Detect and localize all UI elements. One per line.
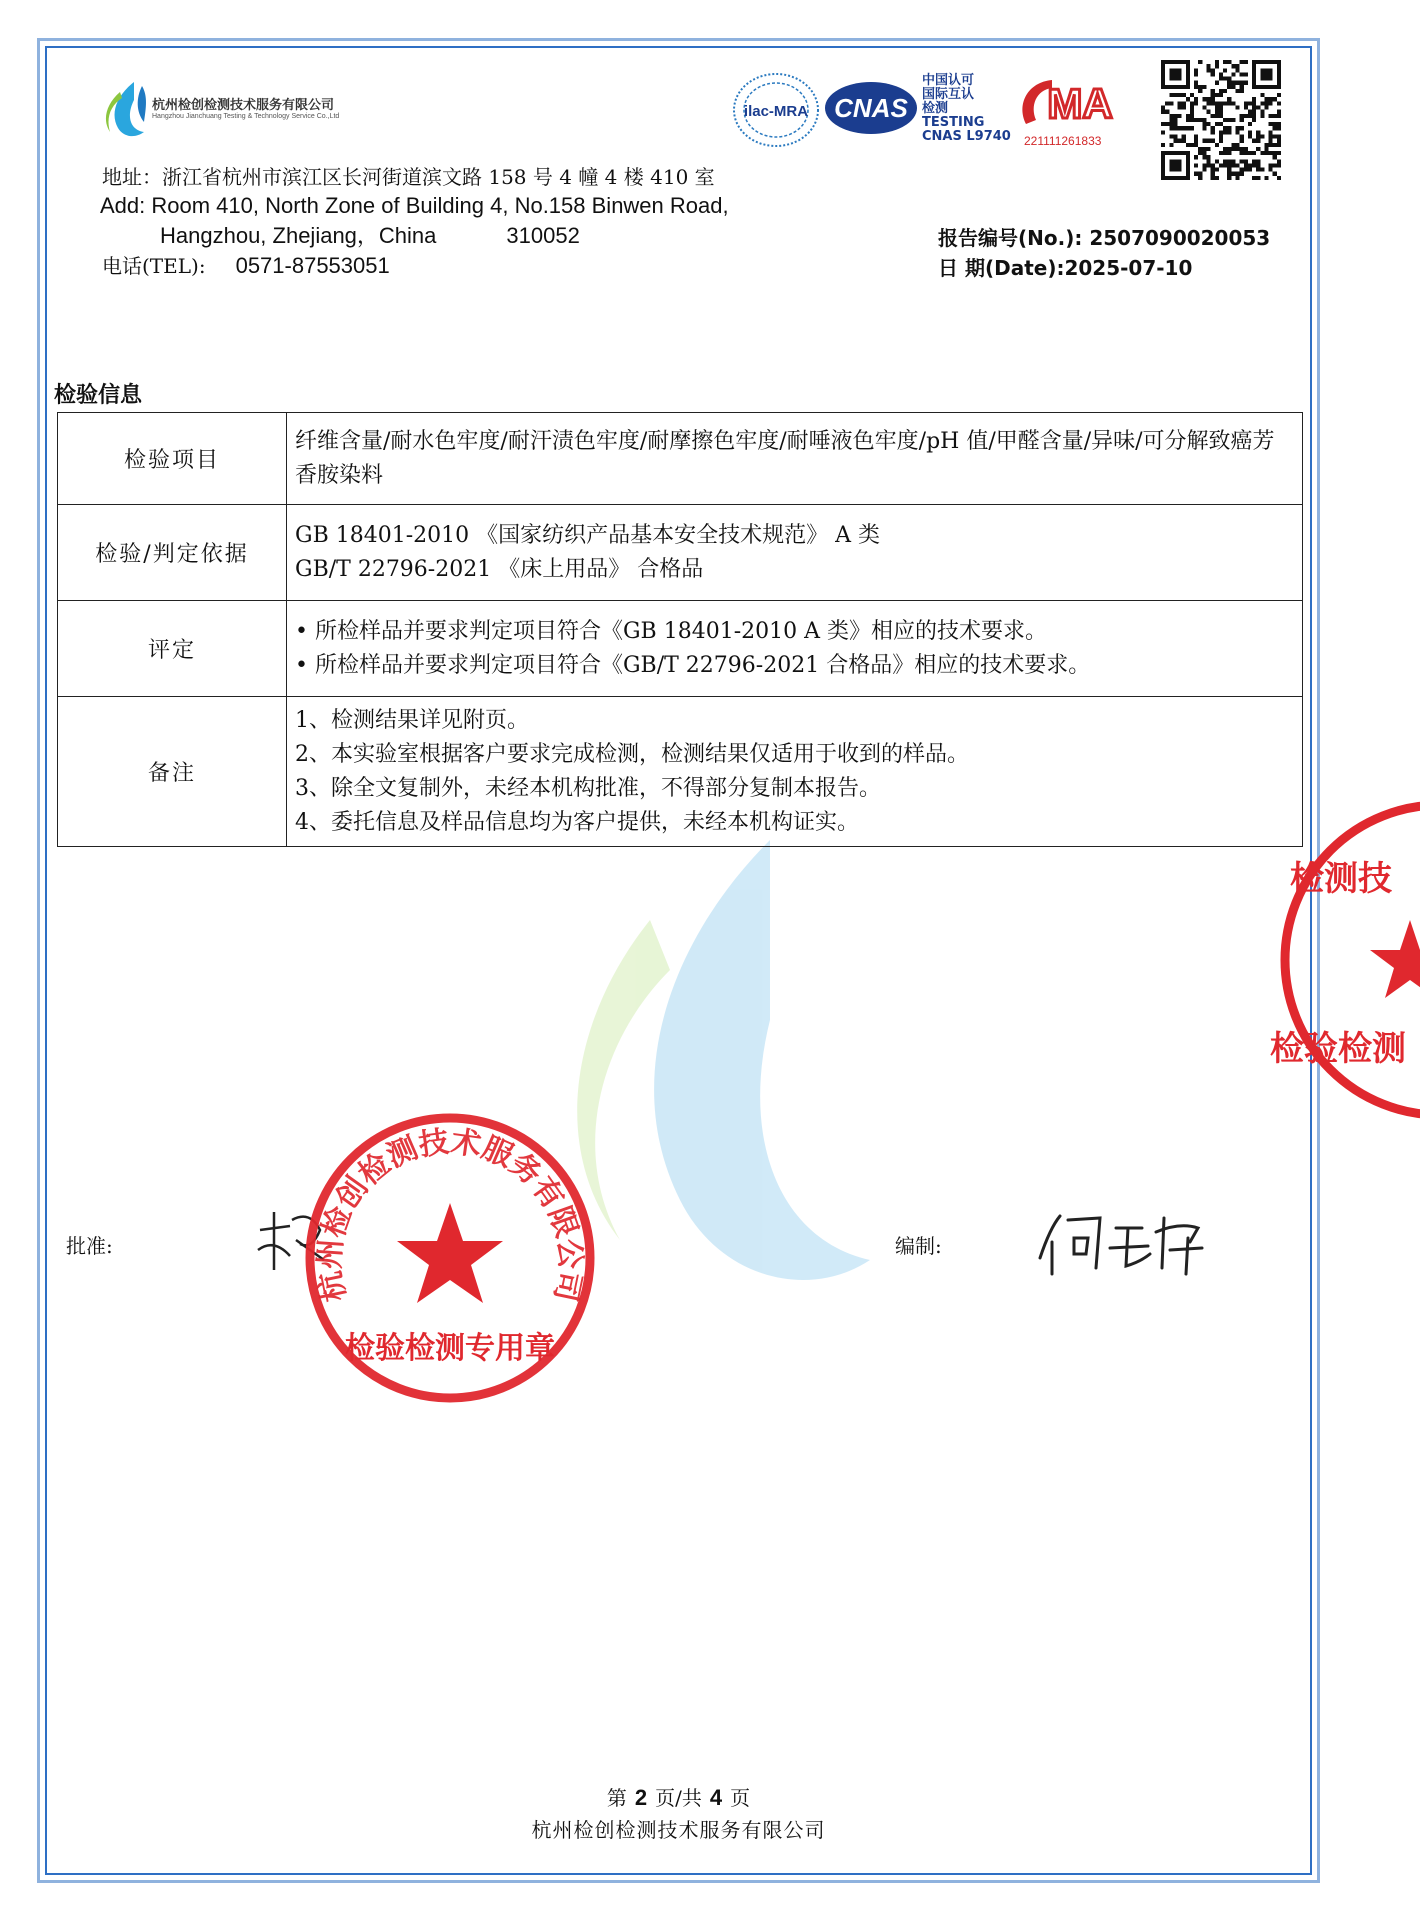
ilac-text: ilac-MRA bbox=[743, 103, 809, 120]
cnas-icon bbox=[823, 80, 919, 136]
footer-company: 杭州检创检测技术服务有限公司 bbox=[531, 1818, 826, 1842]
table-row bbox=[58, 601, 1303, 697]
stamp-partial-icon bbox=[1270, 790, 1420, 1130]
row-label: 评定 bbox=[58, 601, 287, 697]
compile-label: 编制: bbox=[895, 1234, 942, 1258]
row-content bbox=[287, 697, 1303, 847]
row-line: 1、检测结果详见附页。 bbox=[295, 707, 529, 733]
cnas-line-4: TESTING bbox=[922, 115, 985, 130]
telephone bbox=[102, 252, 390, 280]
approve-label: 批准: bbox=[66, 1234, 113, 1258]
official-seal-icon bbox=[300, 1108, 600, 1408]
row-line: GB 18401-2010 《国家纺织产品基本安全技术规范》 A 类 bbox=[295, 522, 881, 548]
row-label: 备注 bbox=[58, 697, 287, 847]
row-line: 纤维含量/耐水色牢度/耐汗渍色牢度/耐摩擦色牢度/耐唾液色牢度/pH 值/甲醛含量/异味/可分解致癌芳香胺染料 bbox=[295, 428, 1275, 488]
section-title: 检验信息 bbox=[54, 382, 143, 408]
cnas-text: CNAS bbox=[834, 93, 908, 123]
page-current: 2 bbox=[634, 1785, 648, 1810]
cma-icon bbox=[1018, 74, 1126, 130]
table-row bbox=[58, 505, 1303, 601]
table-row bbox=[58, 697, 1303, 847]
zip-code: 310052 bbox=[506, 223, 580, 248]
table-row bbox=[58, 413, 1303, 505]
cnas-accreditation-text bbox=[922, 74, 1011, 144]
row-line: • 所检样品并要求判定项目符合《GB 18401-2010 A 类》相应的技术要求。 bbox=[295, 618, 1047, 644]
tel-label: 电话(TEL): bbox=[102, 254, 206, 278]
row-line: • 所检样品并要求判定项目符合《GB/T 22796-2021 合格品》相应的技术要求。 bbox=[295, 652, 1091, 678]
cnas-line-3: 检测 bbox=[922, 101, 949, 116]
row-content bbox=[287, 413, 1303, 505]
row-line: GB/T 22796-2021 《床上用品》 合格品 bbox=[295, 556, 704, 582]
report-number: 报告编号(No.): 2507090020053 bbox=[938, 226, 1271, 250]
tel-number: 0571-87553051 bbox=[235, 253, 390, 278]
address-en-line1: Add: Room 410, North Zone of Building 4, No.158 Binwen Road, bbox=[100, 193, 729, 218]
row-label: 检验项目 bbox=[58, 413, 287, 505]
report-date: 日 期(Date):2025-07-10 bbox=[938, 256, 1193, 280]
page-prefix: 第 bbox=[606, 1786, 627, 1810]
inspection-info-table bbox=[57, 412, 1303, 847]
page-total: 4 bbox=[709, 1785, 723, 1810]
row-content bbox=[287, 601, 1303, 697]
cnas-line-1: 中国认可 bbox=[922, 73, 975, 88]
page-mid: 页/共 bbox=[655, 1786, 702, 1810]
row-line: 2、本实验室根据客户要求完成检测，检测结果仅适用于收到的样品。 bbox=[295, 741, 969, 767]
address-en-line2 bbox=[160, 222, 580, 250]
row-label: 检验/判定依据 bbox=[58, 505, 287, 601]
cma-text: MA bbox=[1047, 80, 1113, 127]
page-suffix: 页 bbox=[730, 1786, 751, 1810]
compiler-signature-icon bbox=[1030, 1198, 1210, 1278]
ilac-mra-icon bbox=[731, 70, 821, 150]
company-name-en: Hangzhou Jianchuang Testing & Technology Service Co.,Ltd bbox=[152, 113, 340, 120]
seal-ring-text: 杭州检创检测技术服务有限公司 bbox=[312, 1124, 588, 1305]
seal-bottom-text: 检验检测专用章 bbox=[345, 1331, 555, 1366]
address-cn: 地址：浙江省杭州市滨江区长河街道滨文路 158 号 4 幢 4 楼 410 室 bbox=[102, 165, 715, 189]
row-content bbox=[287, 505, 1303, 601]
company-name-cn: 杭州检创检测技术服务有限公司 bbox=[152, 98, 335, 113]
row-line: 4、委托信息及样品信息均为客户提供，未经本机构证实。 bbox=[295, 809, 859, 835]
page-indicator bbox=[0, 1782, 1357, 1811]
address-city: Hangzhou, Zhejiang，China bbox=[160, 223, 437, 248]
cma-number: 221111261833 bbox=[1024, 134, 1102, 148]
stamp-right-top-text: 检测技 bbox=[1290, 859, 1392, 899]
cnas-line-5: CNAS L9740 bbox=[922, 129, 1011, 144]
cnas-line-2: 国际互认 bbox=[922, 87, 975, 102]
row-line: 3、除全文复制外，未经本机构批准，不得部分复制本报告。 bbox=[295, 775, 881, 801]
qr-code-icon[interactable] bbox=[1160, 60, 1282, 180]
stamp-right-bottom-text: 检验检测 bbox=[1270, 1029, 1406, 1069]
